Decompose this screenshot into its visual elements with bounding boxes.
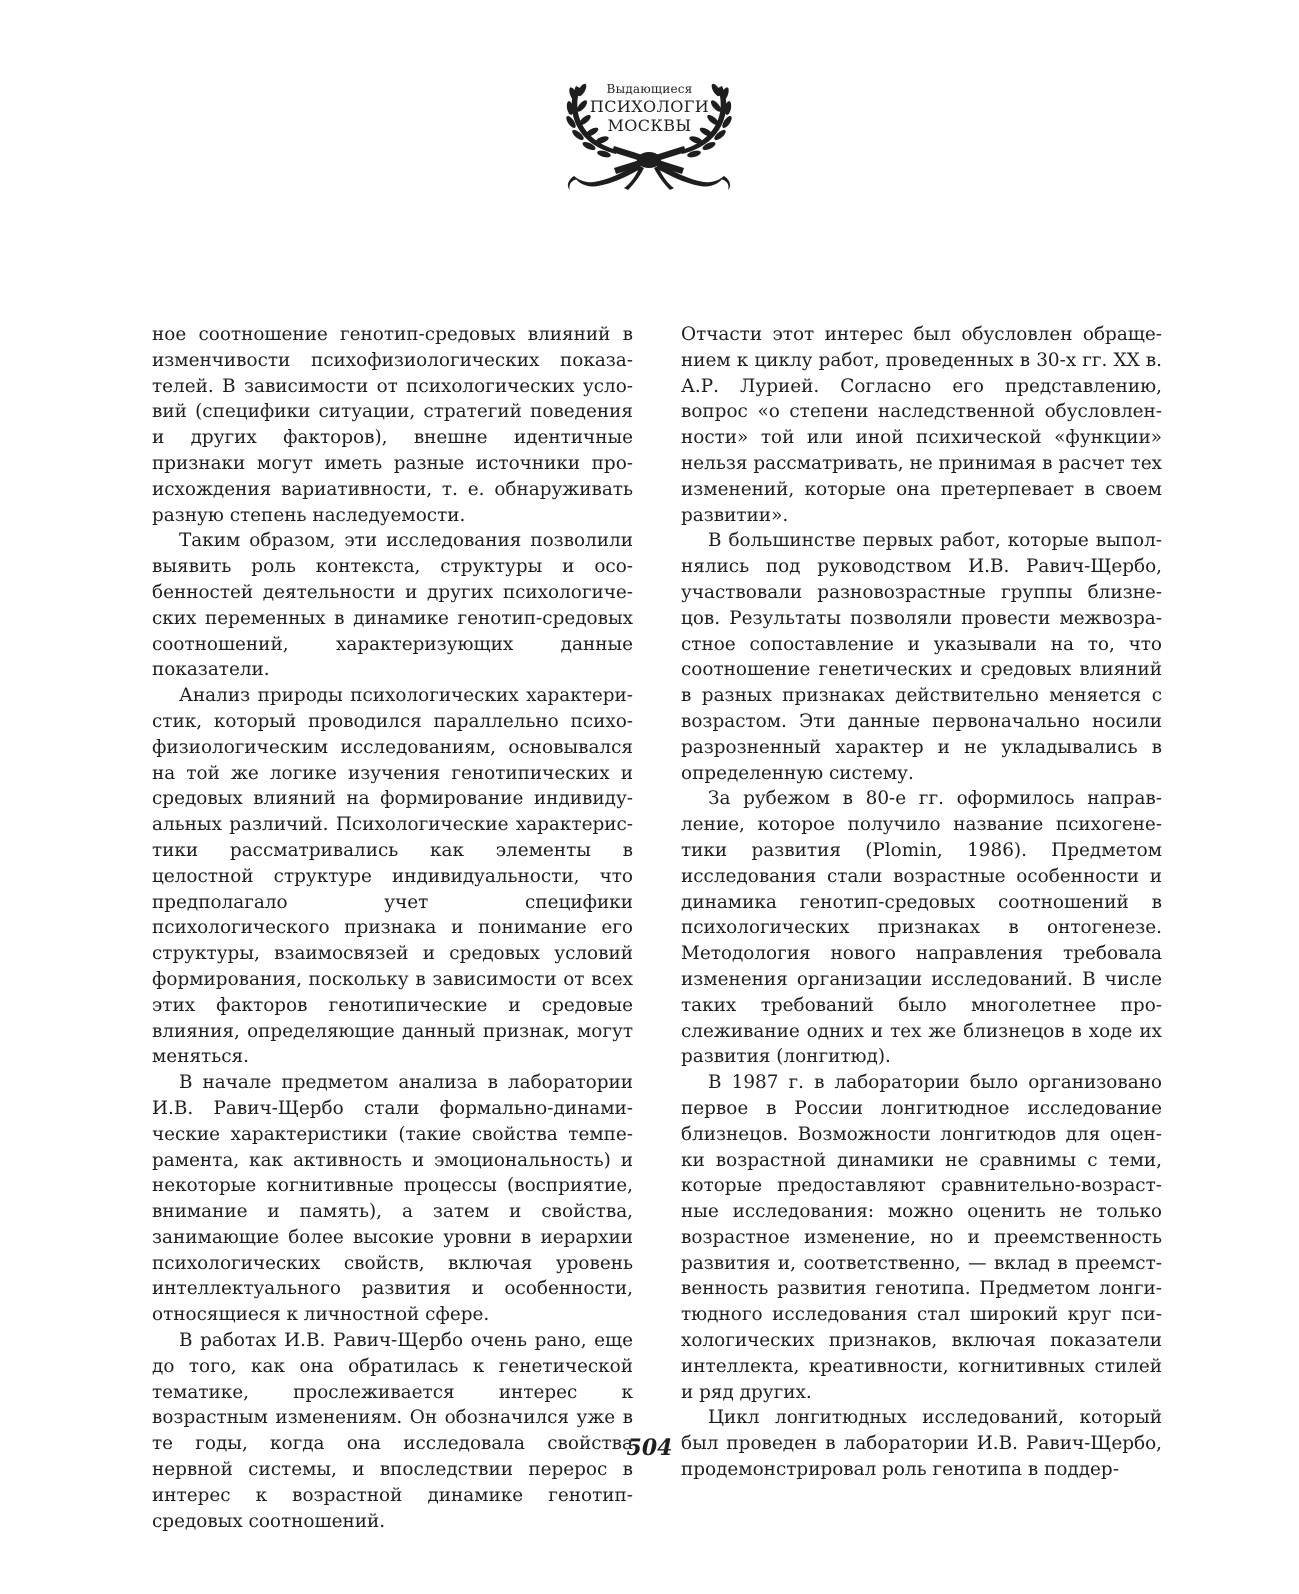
paragraph: В начале предметом анализа в лаборатории И.В. Равич-Щербо стали формально-динамические характеристики (такие свойства темперамента, как активность и эмоциональность) и некоторые когнитивные процессы (восприятие, внимание и память), а затем и свойства, занимающие более высокие уровни в иерархии психологических свойств, включая уровень интеллектуального развития и особенности, относящиеся к личностной сфере. [152, 1072, 633, 1326]
paragraph: В работах И.В. Равич-Щербо очень рано, еще до того, как она обратилась к генетической тематике, прослеживается интерес к возрастным изменениям. Он обозначился уже в те годы, когда она исследовала свойства нервной системы, и впоследствии перерос в интерес к возрастной динамике генотип-средовых соотношений. [152, 1330, 633, 1532]
paragraph: ное соотношение генотип-средовых влияний в изменчивости психофизиологических показателей. В зависимости от психологических условий (специфики ситуации, стратегий поведения и других факторов), внешне идентичные признаки могут иметь разные источники происхождения вариативности, т. е. обнаруживать разную степень наследуемости. [152, 324, 633, 526]
series-emblem [0, 76, 1299, 198]
paragraph: Отчасти этот интерес был обусловлен обращением к циклу работ, проведенных в 30-х гг. XX в. А.Р. Лурией. Согласно его представлению, вопрос «о степени наследственной обусловленности» той или иной психической «функции» нельзя рассматривать, не принимая в расчет тех изменений, которые она претерпевает в своем развитии». [681, 324, 1162, 526]
left-column [152, 322, 633, 1534]
paragraph: Анализ природы психологических характеристик, который проводился параллельно психофизиологическим исследованиям, основывался на той же логике изучения генотипических и средовых влияний на формирование индивидуальных различий. Психологические характеристики рассматривались как элементы в целостной структуре индивидуальности, что предполагало учет специфики психологического признака и понимание его структуры, взаимосвязей и средовых условий формирования, поскольку в зависимости от всех этих факторов генотипические и средовые влияния, определяющие данный признак, могут меняться. [152, 685, 633, 1068]
paragraph: Таким образом, эти исследования позволили выявить роль контекста, структуры и особенностей деятельности и других психологических переменных в динамике генотип-средовых соотношений, характеризующих данные показатели. [152, 530, 633, 681]
paragraph: Цикл лонгитюдных исследований, который был проведен в лаборатории И.В. Равич-Щербо, продемонстрировал роль генотипа в поддер- [681, 1407, 1162, 1481]
page-number: 504 [626, 1435, 673, 1461]
right-column [681, 322, 1162, 1483]
emblem-line-1: Выдающиеся [606, 82, 693, 96]
paragraph: В 1987 г. в лаборатории было организовано первое в России лонгитюдное исследование близнецов. Возможности лонгитюдов для оценки возрастной динамики не сравнимы с теми, которые предоставляют сравнительно-возрастные исследования: можно оценить не только возрастное изменение, но и преемственность развития и, соответственно, — вклад в преемственность развития генотипа. Предметом лонгитюдного исследования стал широкий круг психологических признаков, включая показатели интеллекта, креативности, когнитивных стилей и ряд других. [681, 1072, 1162, 1403]
paragraph: За рубежом в 80-е гг. оформилось направление, которое получило название психогенетики развития (Plomin, 1986). Предметом исследования стали возрастные особенности и динамика генотип-средовых соотношений в психологических признаках в онтогенезе. Методология нового направления требовала изменения организации исследований. В числе таких требований было многолетнее прослеживание одних и тех же близнецов в ходе их развития (лонгитюд). [681, 788, 1162, 1068]
paragraph: В большинстве первых работ, которые выполнялись под руководством И.В. Равич-Щербо, участвовали разновозрастные группы близнецов. Результаты позволяли провести межвозрастное сопоставление и указывали на то, что соотношение генетических и средовых влияний в разных признаках действительно меняется с возрастом. Эти данные первоначально носили разрозненный характер и не укладывались в определенную систему. [681, 530, 1162, 784]
emblem-line-2: ПСИХОЛОГИ [589, 97, 710, 116]
emblem-line-3: МОСКВЫ [607, 116, 692, 135]
